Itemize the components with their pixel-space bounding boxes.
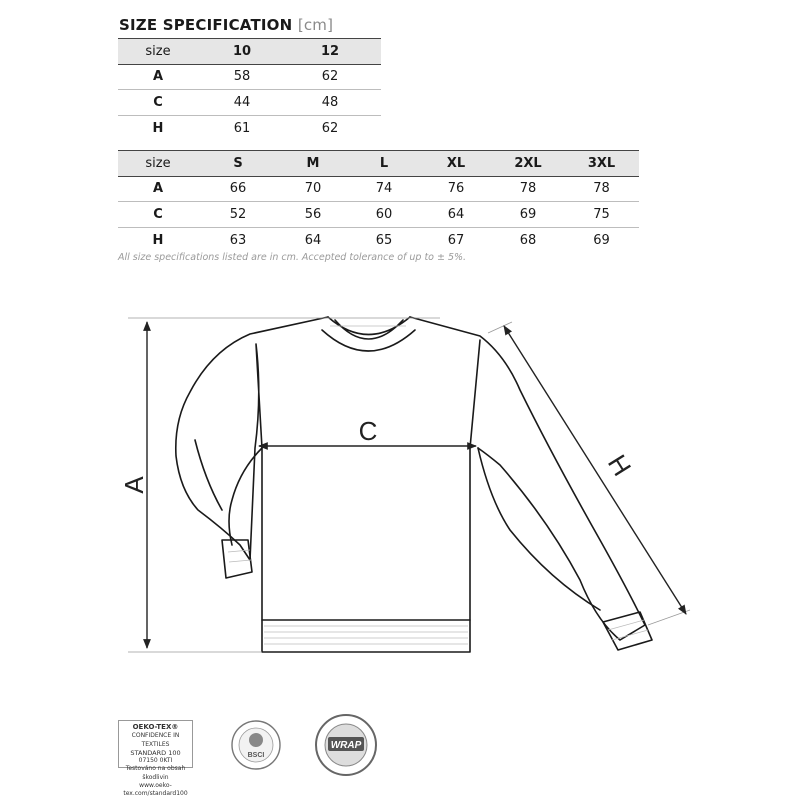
oeko-tagline: CONFIDENCE IN TEXTILES [131,732,180,748]
table-cell: 65 [375,232,393,248]
oeko-tex-label [118,720,193,797]
table-cell: 62 [286,64,374,90]
oeko-standard: STANDARD 100 [130,748,181,757]
table-cell: 76 [420,176,492,202]
title-unit: [cm] [297,16,334,34]
left-cuff [222,540,252,578]
title-main: SIZE SPECIFICATION [119,16,293,34]
oeko-brand: OEKO-TEX® [132,723,179,731]
row-label: H [152,120,164,136]
row-label: C [118,90,198,116]
dimension-h-arrow [504,326,686,614]
table-cell: 78 [492,176,564,202]
sweatshirt-outline [410,317,645,640]
bsci-text: BSCI [247,752,265,759]
table-cell: 61 [233,120,251,136]
table-cell: 60 [348,202,420,228]
dimension-h-label: H [601,449,638,482]
table-cell: 74 [348,176,420,202]
table-cell: 48 [286,90,374,116]
size-header: 10 [198,39,286,65]
table-cell: 63 [229,232,247,248]
table-cell: 67 [447,232,465,248]
header-label: size [118,39,198,65]
table-cell: 66 [198,176,278,202]
size-header: 3XL [564,151,639,177]
table-cell: 58 [198,64,286,90]
size-header: L [348,151,420,177]
oeko-number: 07150 0KTI [138,757,173,765]
table-cell: 64 [304,232,322,248]
table-cell: 64 [420,202,492,228]
collar [322,317,415,351]
size-header: S [198,151,278,177]
row-label: A [118,176,198,202]
wrap-logo [316,715,376,775]
waistband [262,620,470,652]
dimension-a-label: A [119,476,149,494]
table-cell: 56 [278,202,348,228]
size-header: M [278,151,348,177]
oeko-note: Testováno na obsah škodlivin [125,765,186,781]
size-header: 2XL [492,151,564,177]
table-cell: 78 [564,176,639,202]
table-cell: 62 [321,120,339,136]
wrap-text: WRAP [330,740,362,751]
row-label: C [118,202,198,228]
table-cell: 69 [593,232,610,248]
header-label: size [118,151,198,177]
table-cell: 75 [564,202,639,228]
sweatshirt-body [176,317,480,620]
row-label: H [152,232,164,248]
table-cell: 52 [198,202,278,228]
table-cell: 69 [492,202,564,228]
tolerance-note: All size specifications listed are in cm. Accepted tolerance of up to ± 5%. [118,252,467,263]
dimension-c-label: C [358,416,378,446]
table-cell: 44 [198,90,286,116]
table-cell: 68 [519,232,537,248]
oeko-url: www.oeko-tex.com/standard100 [123,781,188,797]
row-label: A [118,64,198,90]
size-header: XL [420,151,492,177]
size-header: 12 [286,39,374,65]
bsci-logo [232,721,280,769]
table-cell: 70 [278,176,348,202]
